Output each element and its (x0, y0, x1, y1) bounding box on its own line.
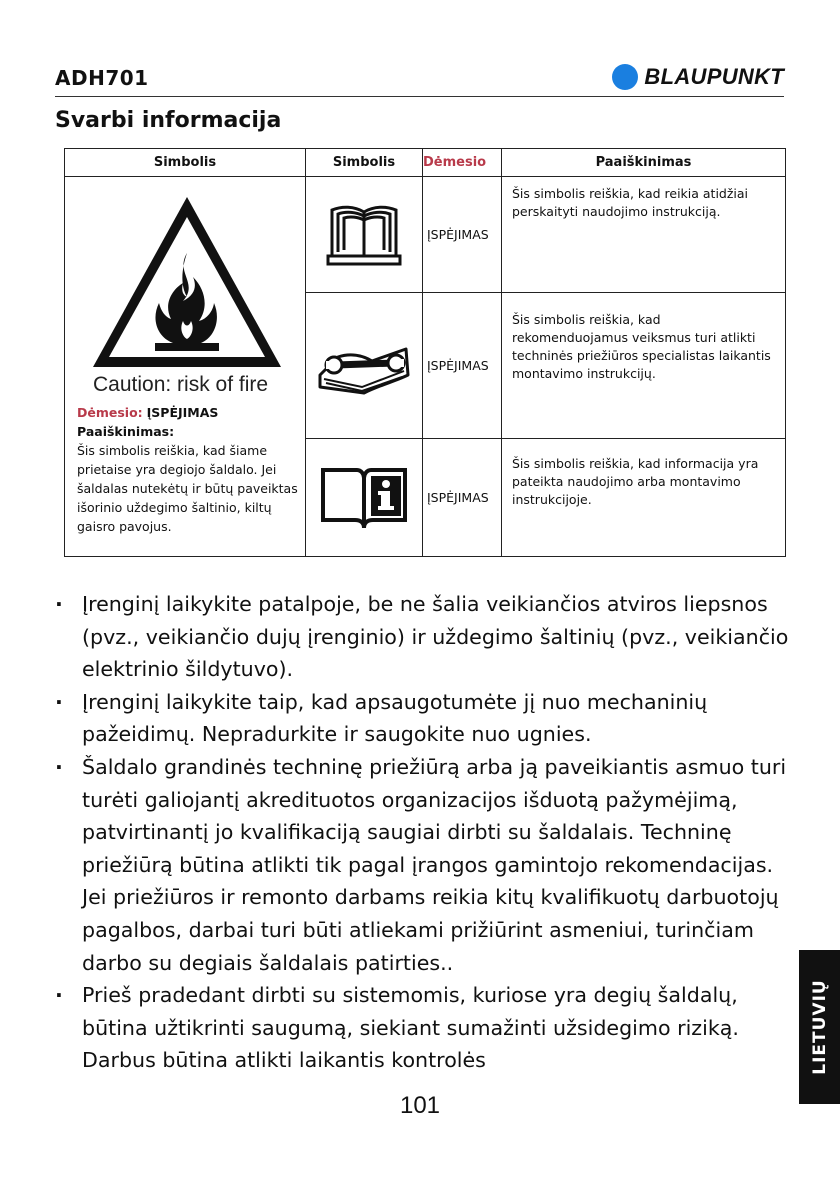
table-row (65, 177, 786, 293)
list-item: · Įrenginį laikykite taip, kad apsaugotumėte jį nuo mechaninių pažeidimų. Nepradurkite ir saugokite nuo ugnies. (55, 686, 795, 751)
row-warning: ĮSPĖJIMAS (423, 177, 502, 293)
fire-attention-value: ĮSPĖJIMAS (146, 405, 219, 420)
service-icon-cell (306, 293, 423, 439)
symbols-table (64, 148, 786, 557)
info-manual-icon (319, 466, 409, 530)
fire-explanation-label: Paaiškinimas: (77, 424, 175, 439)
header-symbol-2: Simbolis (306, 149, 423, 177)
page-number: 101 (399, 1092, 441, 1119)
row-explanation: Šis simbolis reiškia, kad reikia atidžiai perskaityti naudojimo instrukciją. (502, 177, 786, 293)
manual-book-icon-cell (306, 177, 423, 293)
header-model: ADH701 (55, 66, 149, 90)
manual-book-icon (326, 204, 402, 266)
brand-logo (612, 64, 784, 90)
fire-warning-cell (65, 177, 306, 557)
safety-bullet-list (55, 588, 795, 1077)
fire-explanation-text: Šis simbolis reiškia, kad šiame prietaise yra degiojo šaldalo. Jei šaldalas nutekėtų ir būtų paveiktas išorinio uždegimo šaltinio, kiltų gaisro pavojus. (77, 443, 298, 534)
header-attention: Dėmesio (423, 149, 502, 177)
fire-caution-caption: Caution: risk of fire (93, 373, 269, 396)
fire-warning-text (77, 403, 299, 536)
language-tab-label: LIETUVIŲ (809, 979, 830, 1075)
header-symbol-1: Simbolis (65, 149, 306, 177)
fire-warning-triangle-icon (87, 191, 287, 376)
table-header-row (65, 149, 786, 177)
row-explanation: Šis simbolis reiškia, kad rekomenduojamus veiksmus turi atlikti techninės priežiūros specialistas laikantis montavimo instrukcijų. (502, 293, 786, 439)
fire-attention-label: Dėmesio: (77, 405, 143, 420)
row-warning: ĮSPĖJIMAS (423, 293, 502, 439)
header-explanation: Paaiškinimas (502, 149, 786, 177)
info-icon-cell (306, 439, 423, 557)
list-item: · Šaldalo grandinės techninę priežiūrą arba ją paveikiantis asmuo turi turėti galiojantį akredituotos organizacijos išduotą pažymėjimą, patvirtinantį jo kvalifikaciją saugiai dirbti su šaldalais. Techninę priežiūrą būtina atlikti tik pagal įrangos gamintojo rekomendacijas. Jei priežiūros ir remonto darbams reikia kitų kvalifikuotų darbuotojų pagalbos, darbai turi būti atliekami prižiūrint asmeniui, turinčiam darbo su degiais šaldalais patirties.. (55, 751, 795, 979)
language-tab (799, 950, 840, 1104)
list-item: · Įrenginį laikykite patalpoje, be ne šalia veikiančios atviros liepsnos (pvz., veikiančio dujų įrenginio) ir uždegimo šaltinių (pvz., veikiančio elektrinio šildytuvo). (55, 588, 795, 686)
row-warning: ĮSPĖJIMAS (423, 439, 502, 557)
list-item: · Prieš pradedant dirbti su sistemomis, kuriose yra degių šaldalų, būtina užtikrinti saugumą, siekiant sumažinti užsidegimo riziką. Darbus būtina atlikti laikantis kontrolės (55, 979, 795, 1077)
service-wrench-manual-icon (316, 335, 412, 397)
header-divider (55, 96, 784, 97)
row-explanation: Šis simbolis reiškia, kad informacija yra pateikta naudojimo arba montavimo instrukcijoje. (502, 439, 786, 557)
section-title: Svarbi informacija (55, 108, 282, 133)
brand-dot-icon (612, 64, 638, 90)
brand-name: BLAUPUNKT (644, 64, 784, 89)
